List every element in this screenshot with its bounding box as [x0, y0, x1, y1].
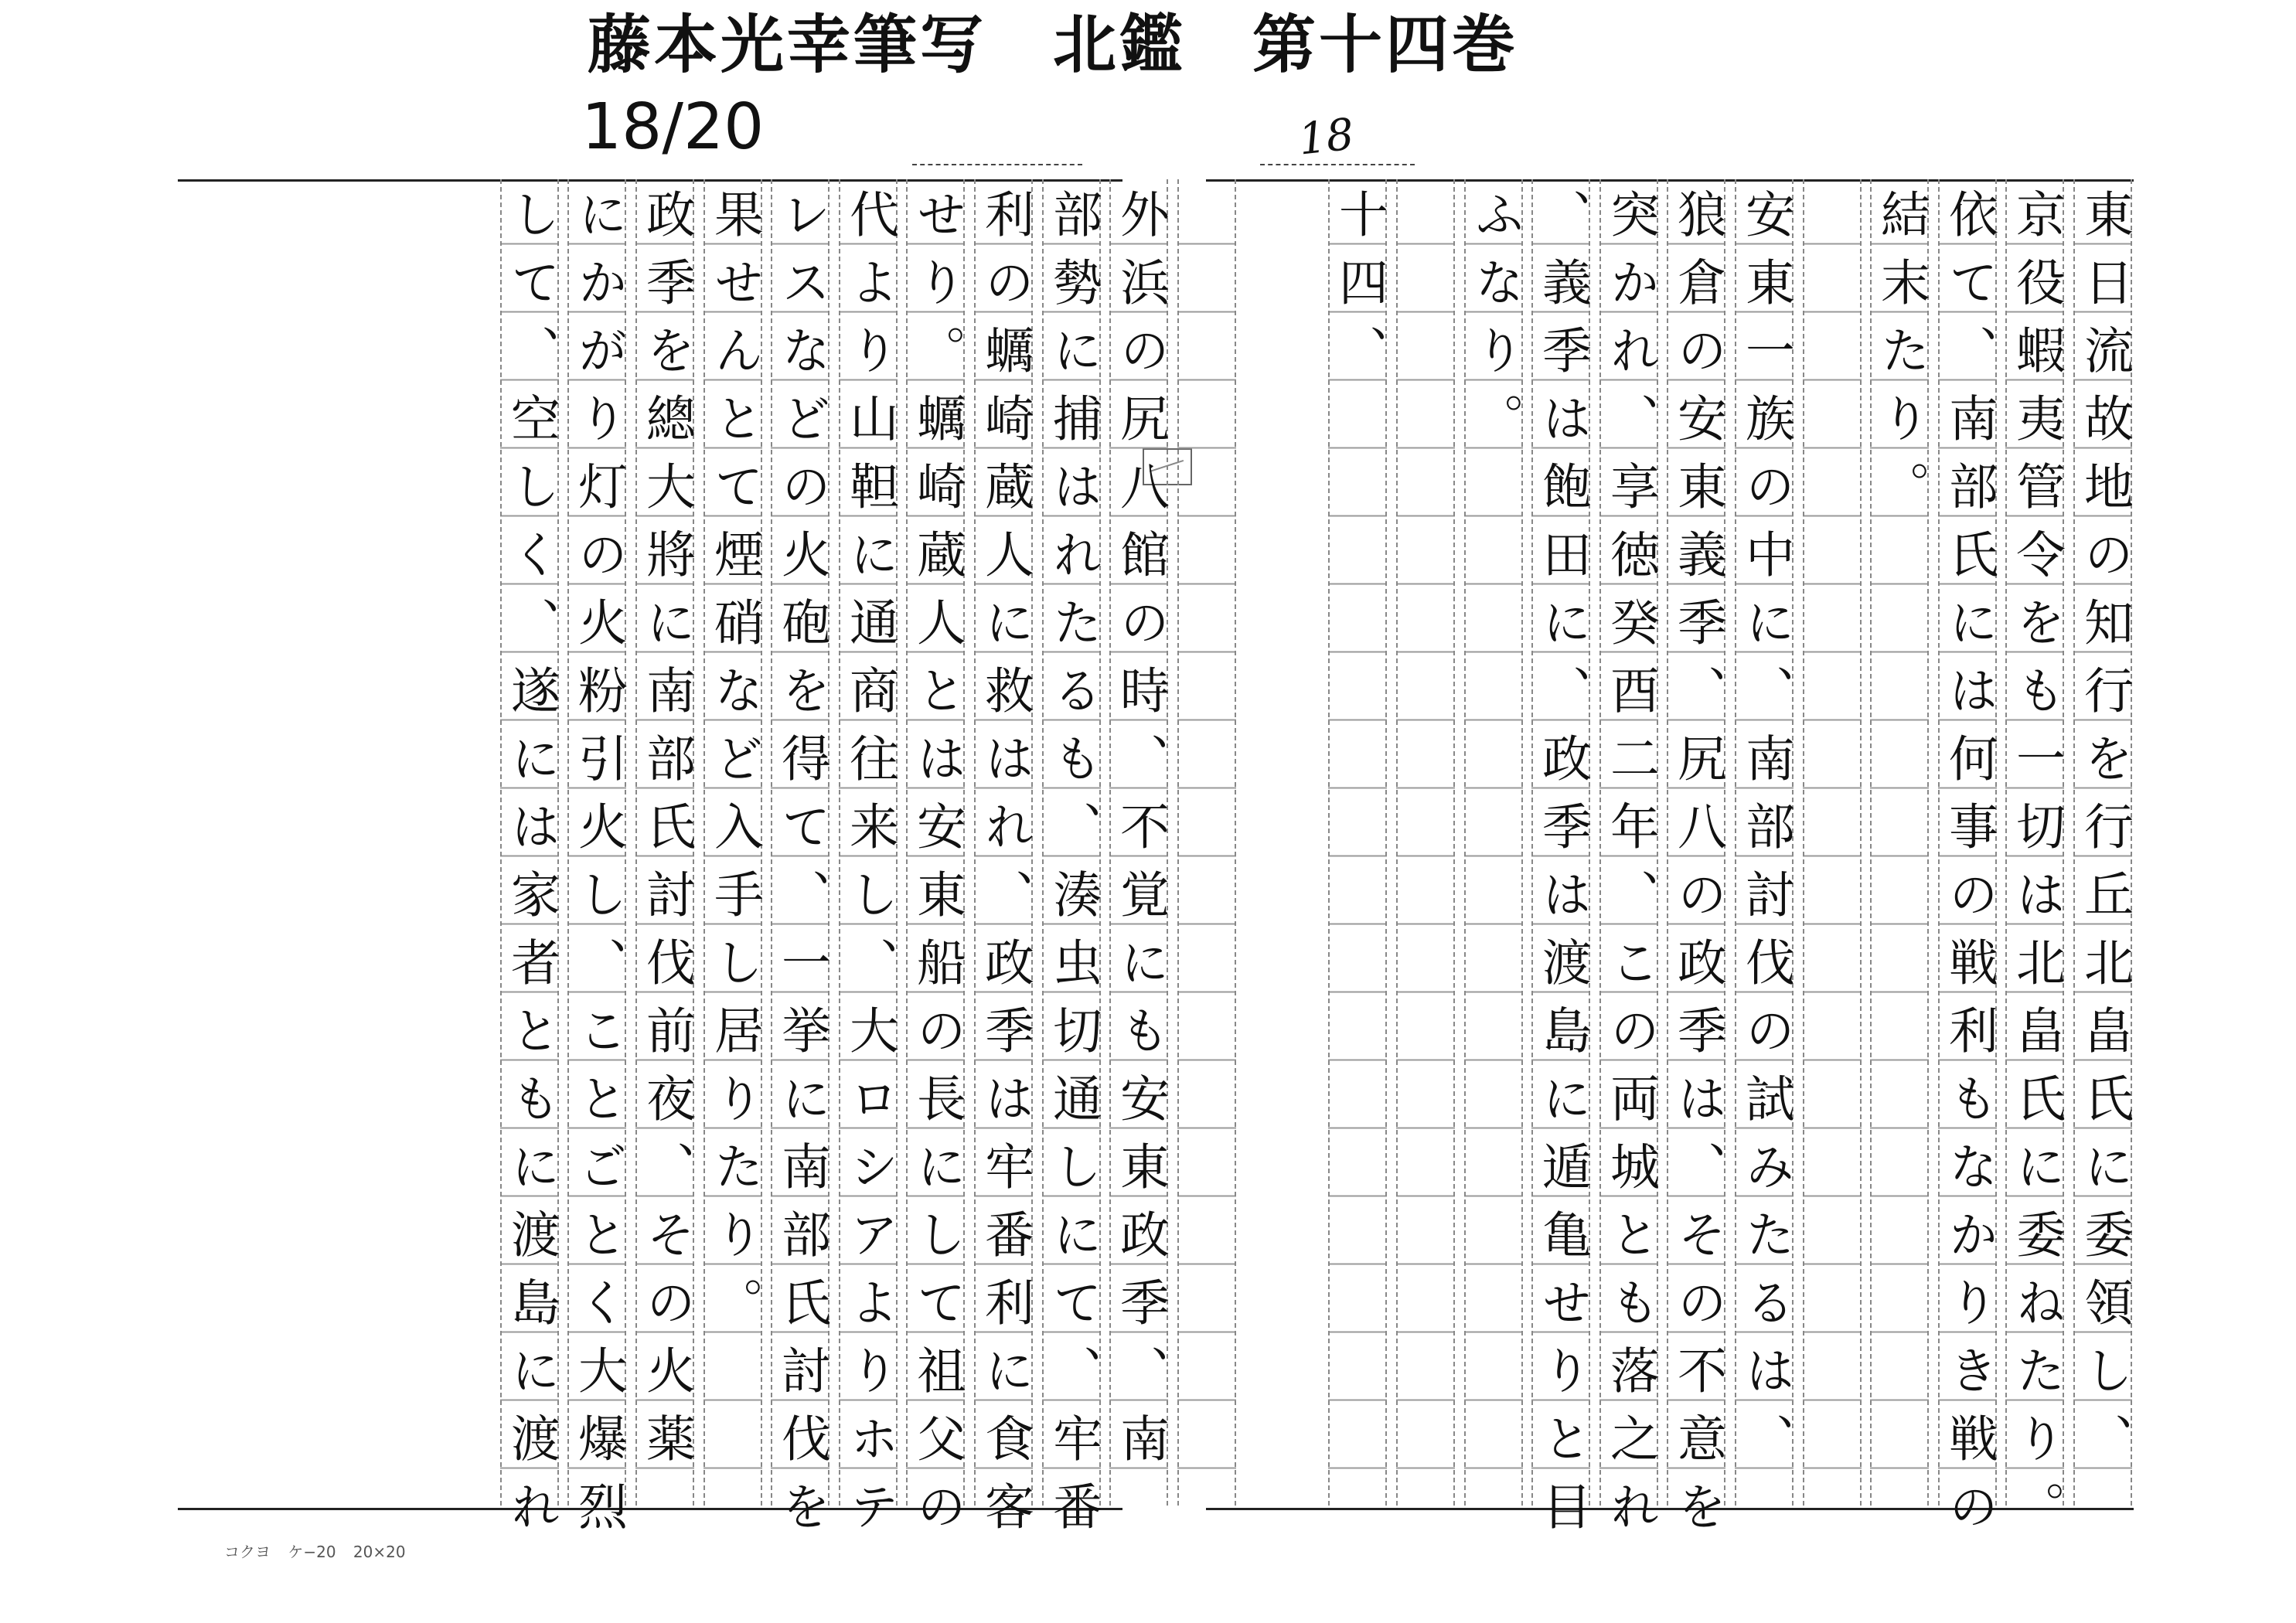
- manuscript-column: [906, 179, 966, 1549]
- manuscript-column: [703, 179, 762, 1506]
- column-text: ふなり。: [1467, 189, 1524, 461]
- column-text: 部勢に捕はれたるも、湊虫切通しにて、牢番: [1044, 189, 1102, 1549]
- page-indicator: 18/20: [581, 90, 765, 164]
- column-text: 代より山靼に通商往来し、大ロシアよりホテ: [841, 189, 898, 1549]
- paper-footer: コクヨ ケ−20 20×20: [224, 1543, 406, 1561]
- manuscript-column: [2073, 179, 2132, 1506]
- manuscript-column: [839, 179, 898, 1549]
- header-rule-left: [912, 164, 1082, 165]
- column-text: 利の蠣崎蔵人に救はれ、政季は牢番利に食客: [976, 189, 1034, 1549]
- manuscript-column: [2005, 179, 2065, 1549]
- manuscript-column: [635, 179, 694, 1506]
- manuscript-column: [1870, 179, 1929, 1506]
- column-text: 安東一族の中に、南部討伐の試みたるは、: [1737, 189, 1794, 1481]
- column-text: レスなどの火砲を得て、一挙に南部氏討伐を: [773, 189, 830, 1549]
- manuscript-column: [1328, 179, 1387, 1506]
- manuscript-column: [567, 179, 627, 1549]
- manuscript-column: [500, 179, 560, 1549]
- column-text: せり。蠣崎蔵人とは安東船の長にして祖父の: [908, 189, 966, 1549]
- column-text: 京役蝦夷管令をも一切は北畠氏に委ねたり。: [2008, 189, 2065, 1549]
- column-text: 果せんとて煙硝など入手し居りたり。: [706, 189, 763, 1345]
- column-text: 外浜の尻八館の時、不覚にも安東政季、南: [1112, 189, 1169, 1481]
- handwritten-page-number: 18: [1296, 109, 1357, 165]
- column-text: 政季を總大將に南部氏討伐前夜、その火薬: [638, 189, 695, 1481]
- column-text: 結末たり。: [1872, 189, 1930, 529]
- column-text: にかがり灯の火粉引火し、ことごとく大爆烈: [570, 189, 627, 1549]
- column-text: 東日流故地の知行を行丘北畠氏に委領し、: [2076, 189, 2133, 1481]
- manuscript-column: [1667, 179, 1726, 1549]
- manuscript-column: [1735, 179, 1794, 1506]
- manuscript-column: [1938, 179, 1998, 1549]
- manuscript-column: [1464, 179, 1523, 1506]
- column-text: 十四、: [1330, 189, 1388, 393]
- manuscript-column: [1042, 179, 1102, 1549]
- manuscript-column: [974, 179, 1034, 1549]
- manuscript-column: [771, 179, 830, 1549]
- manuscript-column: [1599, 179, 1659, 1549]
- column-text: 依て、南部氏には何事の戦利もなかりき戦の: [1940, 189, 1998, 1549]
- manuscript-column: [1109, 179, 1168, 1506]
- manuscript-column: [1177, 179, 1236, 1506]
- column-text: 狼倉の安東義季、尻八の政季は、その不意を: [1669, 189, 1726, 1549]
- manuscript-column: [1803, 179, 1862, 1506]
- header-rule-right: [1260, 164, 1415, 165]
- column-text: して、空しく、遂には家者ともに渡島に渡れ: [502, 189, 560, 1549]
- header-title: 藤本光幸筆写 北鑑 第十四巻: [588, 9, 1519, 82]
- column-text: 突かれ、享徳癸酉二年、この両城とも落之れ: [1602, 189, 1659, 1549]
- column-text: 、義季は飽田に、政季は渡島に遁亀せりと目: [1534, 189, 1591, 1549]
- manuscript-column: [1396, 179, 1455, 1506]
- manuscript-column: [1531, 179, 1591, 1549]
